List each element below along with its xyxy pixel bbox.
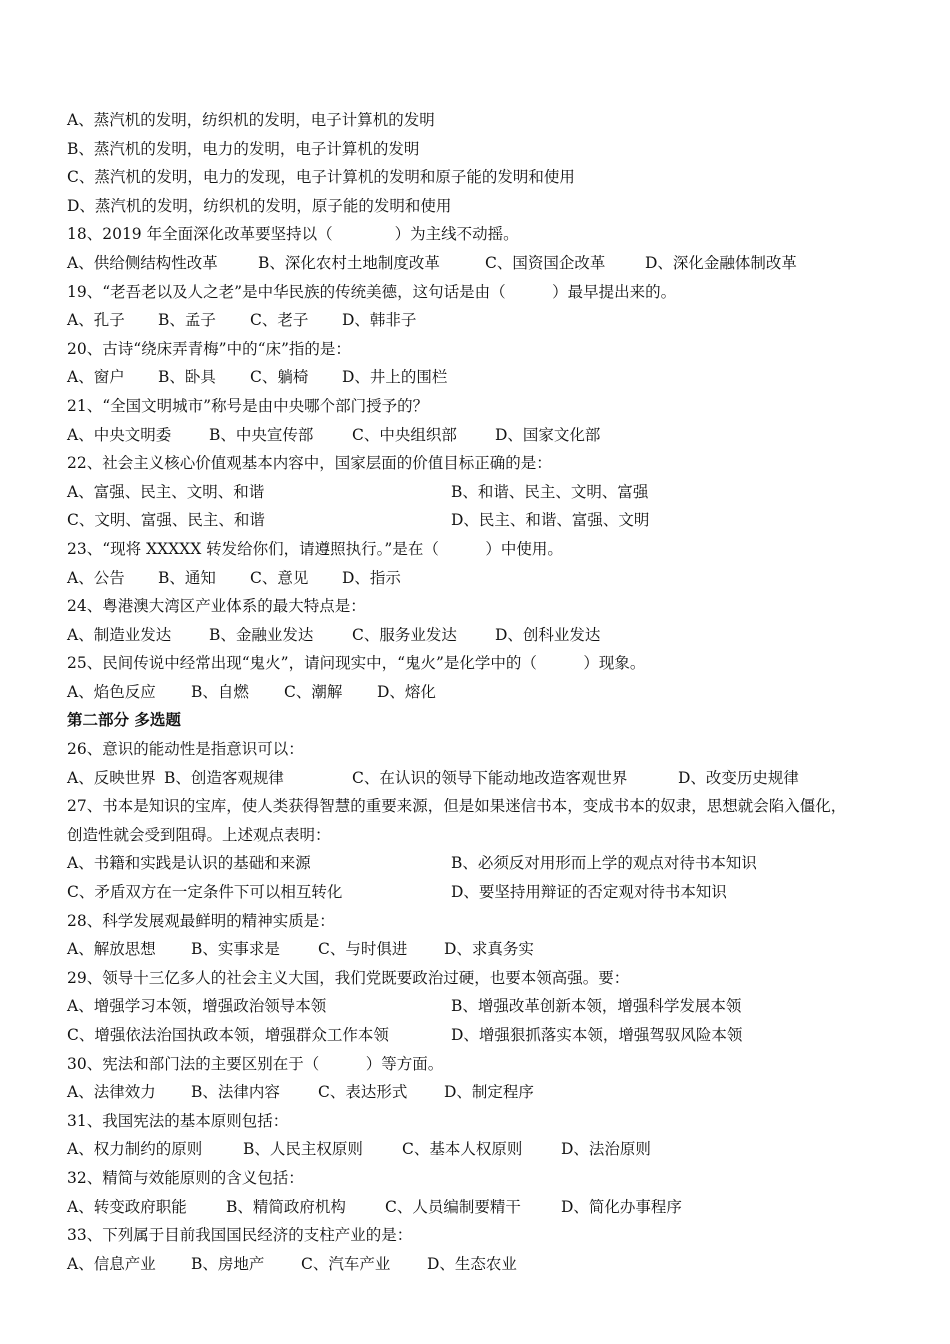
options-27-row2	[67, 878, 897, 907]
question-23: 23、“现将 XXXXX 转发给你们，请遵照执行。”是在（ ）中使用。	[67, 539, 563, 558]
option: D、创科业发达	[495, 625, 601, 644]
option: A、反映世界	[67, 768, 156, 787]
question-26: 26、意识的能动性是指意识可以：	[67, 740, 304, 759]
option: B、通知	[158, 568, 216, 587]
question-22: 22、社会主义核心价值观基本内容中，国家层面的价值目标正确的是：	[67, 454, 552, 473]
option: D、井上的围栏	[342, 368, 448, 387]
option: A、中央文明委	[67, 425, 172, 444]
option: B、深化农村土地制度改革	[258, 253, 440, 272]
option: D、民主、和谐、富强、文明	[451, 511, 650, 530]
question-19: 19、“老吾老以及人之老”是中华民族的传统美德，这句话是由（ ）最早提出来的。	[67, 282, 677, 301]
option-line: A、蒸汽机的发明，纺织机的发明，电子计算机的发明	[67, 111, 435, 129]
option: D、增强狠抓落实本领，增强驾驭风险本领	[451, 1026, 743, 1044]
option: B、自燃	[191, 682, 249, 701]
option: D、求真务实	[444, 940, 534, 959]
options-32	[67, 1193, 897, 1222]
option: B、孟子	[158, 311, 216, 330]
option: C、国资国企改革	[485, 253, 606, 272]
options-33	[67, 1250, 897, 1279]
question-20: 20、古诗“绕床弄青梅”中的“床”指的是：	[67, 339, 351, 358]
question-25: 25、民间传说中经常出现“鬼火”，请问现实中，“鬼火”是化学中的（ ）现象。	[67, 654, 646, 673]
options-29-row1	[67, 992, 897, 1021]
option: A、权力制约的原则	[67, 1140, 203, 1159]
option: D、改变历史规律	[678, 768, 799, 787]
options-21	[67, 421, 897, 450]
options-29-row2	[67, 1021, 897, 1050]
option: D、熔化	[377, 682, 436, 701]
exam-page	[67, 106, 897, 1278]
option: D、法治原则	[561, 1140, 651, 1159]
option-line: B、蒸汽机的发明，电力的发明，电子计算机的发明	[67, 139, 420, 158]
question-29: 29、领导十三亿多人的社会主义大国，我们党既要政治过硬，也要本领高强。要：	[67, 968, 630, 987]
option: B、金融业发达	[209, 625, 314, 644]
option: C、汽车产业	[301, 1254, 391, 1273]
option: B、人民主权原则	[243, 1140, 363, 1159]
question-27: 27、书本是知识的宝库，使人类获得智慧的重要来源，但是如果迷信书本，变成书本的奴隶，思想就会陷入僵化，	[67, 797, 847, 816]
option: C、躺椅	[250, 368, 309, 387]
options-18	[67, 249, 897, 278]
options-28	[67, 935, 897, 964]
options-22-row1	[67, 478, 897, 507]
option: D、国家文化部	[495, 425, 601, 444]
option: A、转变政府职能	[67, 1197, 187, 1216]
option: C、服务业发达	[352, 625, 457, 644]
option: A、孔子	[67, 311, 125, 330]
options-20	[67, 363, 897, 392]
option: A、窗户	[67, 368, 125, 387]
options-31	[67, 1135, 897, 1164]
option: C、文明、富强、民主、和谐	[67, 511, 265, 530]
option: C、增强依法治国执政本领，增强群众工作本领	[67, 1026, 389, 1044]
option: B、必须反对用形而上学的观点对待书本知识	[451, 854, 757, 873]
options-27-row1	[67, 849, 897, 878]
option: C、矛盾双方在一定条件下可以相互转化	[67, 883, 343, 902]
option: B、创造客观规律	[164, 768, 284, 787]
question-33: 33、下列属于目前我国国民经济的支柱产业的是：	[67, 1226, 413, 1245]
question-18: 18、2019 年全面深化改革要坚持以（ ）为主线不动摇。	[67, 225, 519, 244]
option: C、老子	[250, 311, 309, 330]
options-30	[67, 1078, 897, 1107]
option: C、与时俱进	[318, 940, 408, 959]
option: C、基本人权原则	[402, 1140, 523, 1159]
option: B、法律内容	[191, 1083, 280, 1102]
option: C、潮解	[284, 682, 343, 701]
option: C、中央组织部	[352, 425, 457, 444]
options-22-row2	[67, 506, 897, 535]
options-24	[67, 621, 897, 650]
option: B、房地产	[191, 1254, 265, 1273]
option: D、生态农业	[427, 1254, 517, 1273]
option: C、人员编制要精干	[385, 1197, 521, 1216]
option: D、深化金融体制改革	[645, 253, 797, 272]
question-21: 21、“全国文明城市”称号是由中央哪个部门授予的？	[67, 396, 429, 415]
option: D、制定程序	[444, 1083, 534, 1102]
option: A、信息产业	[67, 1254, 156, 1273]
option-line: D、蒸汽机的发明，纺织机的发明，原子能的发明和使用	[67, 196, 452, 215]
option: A、书籍和实践是认识的基础和来源	[67, 854, 311, 873]
option: A、焰色反应	[67, 682, 156, 701]
option: B、精简政府机构	[226, 1197, 346, 1216]
question-30: 30、宪法和部门法的主要区别在于（ ）等方面。	[67, 1054, 444, 1073]
option: A、制造业发达	[67, 625, 172, 644]
option: A、公告	[67, 568, 125, 587]
option: D、要坚持用辩证的否定观对待书本知识	[451, 883, 727, 902]
option: C、表达形式	[318, 1083, 408, 1102]
option: A、解放思想	[67, 940, 156, 959]
options-19	[67, 306, 897, 335]
option: B、增强改革创新本领，增强科学发展本领	[451, 997, 742, 1016]
option-line: C、蒸汽机的发明，电力的发现，电子计算机的发明和原子能的发明和使用	[67, 168, 575, 187]
option: A、富强、民主、文明、和谐	[67, 482, 265, 501]
options-25	[67, 678, 897, 707]
option: D、简化办事程序	[561, 1197, 682, 1216]
options-23	[67, 564, 897, 593]
options-26	[67, 764, 897, 793]
question-28: 28、科学发展观最鲜明的精神实质是：	[67, 911, 335, 930]
option: D、韩非子	[342, 311, 417, 330]
option: A、法律效力	[67, 1083, 156, 1102]
option: B、实事求是	[191, 940, 280, 959]
option: B、中央宣传部	[209, 425, 314, 444]
question-31: 31、我国宪法的基本原则包括：	[67, 1111, 289, 1130]
option: C、在认识的领导下能动地改造客观世界	[352, 768, 628, 787]
option: C、意见	[250, 568, 309, 587]
section-heading: 第二部分 多选题	[67, 710, 181, 730]
option: A、增强学习本领，增强政治领导本领	[67, 997, 327, 1016]
option: A、供给侧结构性改革	[67, 253, 218, 272]
question-24: 24、粤港澳大湾区产业体系的最大特点是：	[67, 597, 366, 616]
option: D、指示	[342, 568, 401, 587]
question-27-cont: 创造性就会受到阻碍。上述观点表明：	[67, 825, 331, 844]
option: B、和谐、民主、文明、富强	[451, 482, 649, 501]
option: B、卧具	[158, 368, 216, 387]
question-32: 32、精简与效能原则的含义包括：	[67, 1168, 304, 1187]
